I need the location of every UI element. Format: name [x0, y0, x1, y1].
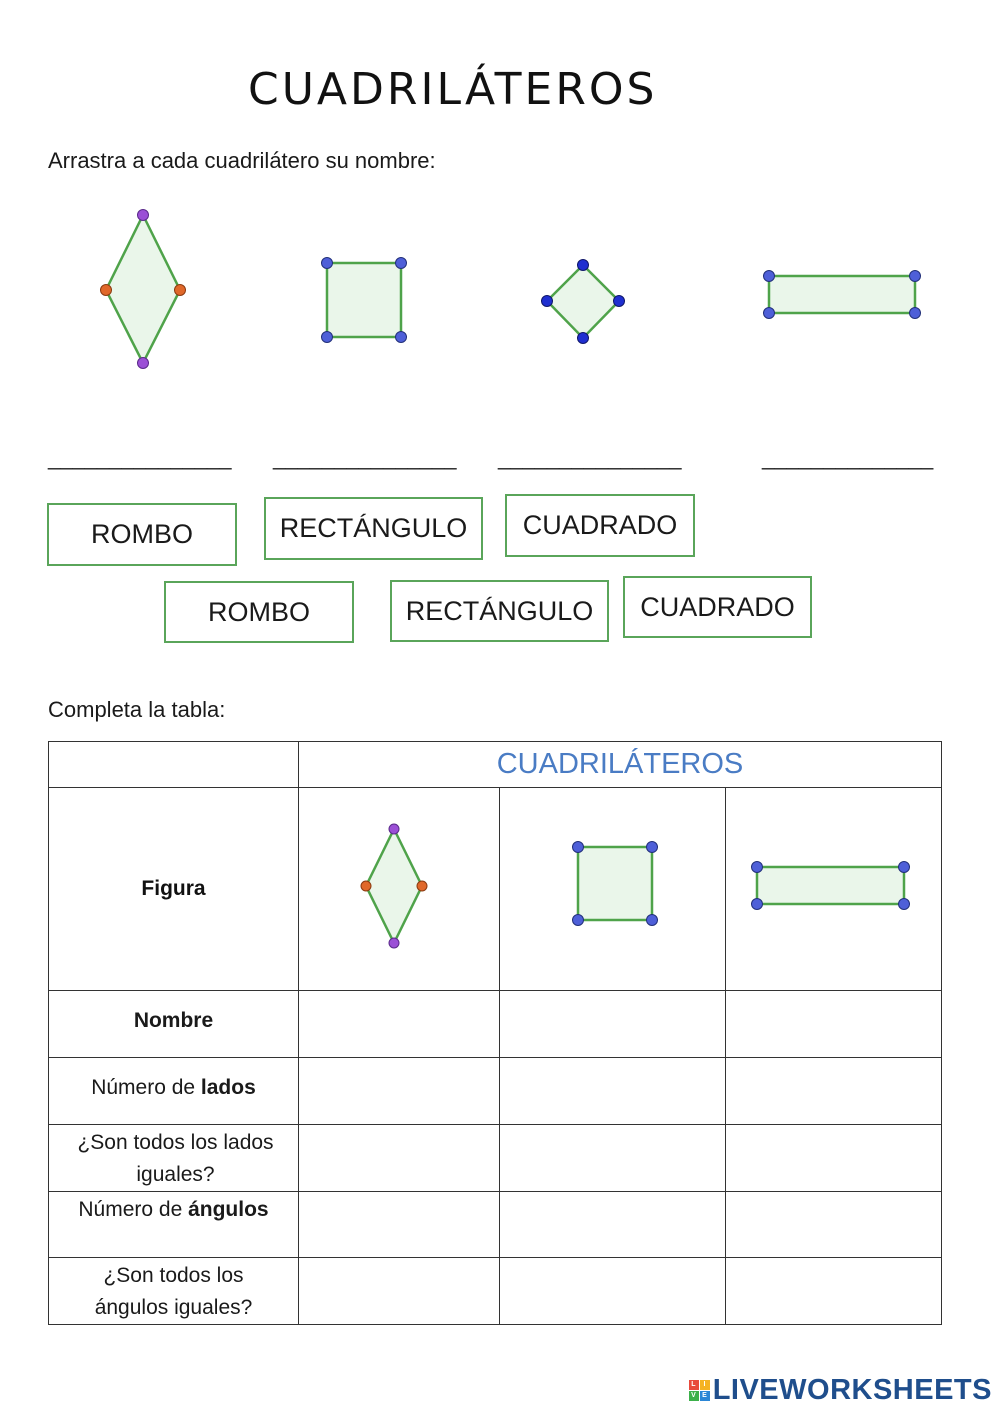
- answer-cell[interactable]: [299, 1125, 500, 1192]
- answer-cell[interactable]: [726, 1058, 942, 1125]
- figure-cell-rectangle: [726, 788, 942, 991]
- table-row-angulos: [49, 1192, 942, 1258]
- drag-tag-rombo[interactable]: ROMBO: [164, 581, 354, 643]
- drag-tag-cuadrado[interactable]: CUADRADO: [623, 576, 812, 638]
- table-row-lados: [49, 1058, 942, 1125]
- answer-cell[interactable]: [726, 991, 942, 1058]
- row-label-lados-iguales: ¿Son todos los lados iguales?: [49, 1125, 299, 1192]
- answer-cell[interactable]: [299, 1258, 500, 1325]
- drop-blank-4[interactable]: ______________: [762, 445, 934, 470]
- worksheet-title: CUADRILÁTEROS: [248, 64, 658, 115]
- drag-tag-cuadrado[interactable]: CUADRADO: [505, 494, 695, 557]
- row-label-text: Número de: [91, 1076, 201, 1099]
- answer-cell[interactable]: [726, 1258, 942, 1325]
- brand-name: LIVEWORKSHEETS: [712, 1374, 992, 1406]
- row-label-text: Número de: [78, 1198, 189, 1221]
- answer-cell[interactable]: [299, 1192, 500, 1258]
- row-label-angulos: [49, 1192, 299, 1258]
- answer-cell[interactable]: [500, 1192, 726, 1258]
- answer-cell[interactable]: [726, 1192, 942, 1258]
- answer-cell[interactable]: [299, 991, 500, 1058]
- answer-cell[interactable]: [500, 1125, 726, 1192]
- row-label-lados: [49, 1058, 299, 1125]
- table-row-lados-iguales: [49, 1125, 942, 1192]
- row-label-figura: Figura: [49, 788, 299, 991]
- table-row-figura: [49, 788, 942, 991]
- answer-cell[interactable]: [500, 1058, 726, 1125]
- rhombus-shape: [354, 822, 434, 957]
- figure-cell-rhombus: [299, 788, 500, 991]
- square-shape: [565, 835, 665, 935]
- drag-tag-rectangulo[interactable]: RECTÁNGULO: [390, 580, 609, 642]
- table-row-angulos-iguales: [49, 1258, 942, 1325]
- table-instruction: Completa la tabla:: [48, 697, 226, 722]
- answer-cell[interactable]: [500, 991, 726, 1058]
- drop-blank-1[interactable]: _______________: [48, 445, 232, 470]
- drag-tag-rectangulo[interactable]: RECTÁNGULO: [264, 497, 483, 560]
- empty-cell: [49, 742, 299, 788]
- answer-cell[interactable]: [299, 1058, 500, 1125]
- square-shape: [315, 250, 415, 350]
- answer-cell[interactable]: [726, 1125, 942, 1192]
- rhombus-shape: [90, 205, 200, 375]
- liveworksheets-brand: [689, 1374, 992, 1407]
- tilted-square-shape: [535, 255, 635, 350]
- table-header-row: [49, 742, 942, 788]
- row-label-nombre: Nombre: [49, 991, 299, 1058]
- drag-tag-rombo[interactable]: ROMBO: [47, 503, 237, 566]
- figure-cell-square: [500, 788, 726, 991]
- drop-blank-2[interactable]: _______________: [273, 445, 457, 470]
- rectangle-shape: [746, 858, 916, 918]
- drag-instruction: Arrastra a cada cuadrilátero su nombre:: [48, 148, 436, 173]
- drop-blank-3[interactable]: _______________: [498, 445, 682, 470]
- row-label-angulos-iguales: ¿Son todos los ángulos iguales?: [49, 1258, 299, 1325]
- answer-cell[interactable]: [500, 1258, 726, 1325]
- row-label-bold: lados: [200, 1076, 256, 1099]
- table-row-nombre: [49, 991, 942, 1058]
- rectangle-shape: [757, 265, 927, 325]
- liveworksheets-logo-icon: L I V E: [689, 1380, 710, 1401]
- row-label-bold: ángulos: [188, 1198, 269, 1221]
- table-header-title: CUADRILÁTEROS: [299, 742, 942, 788]
- quadrilaterals-table: [48, 741, 942, 1325]
